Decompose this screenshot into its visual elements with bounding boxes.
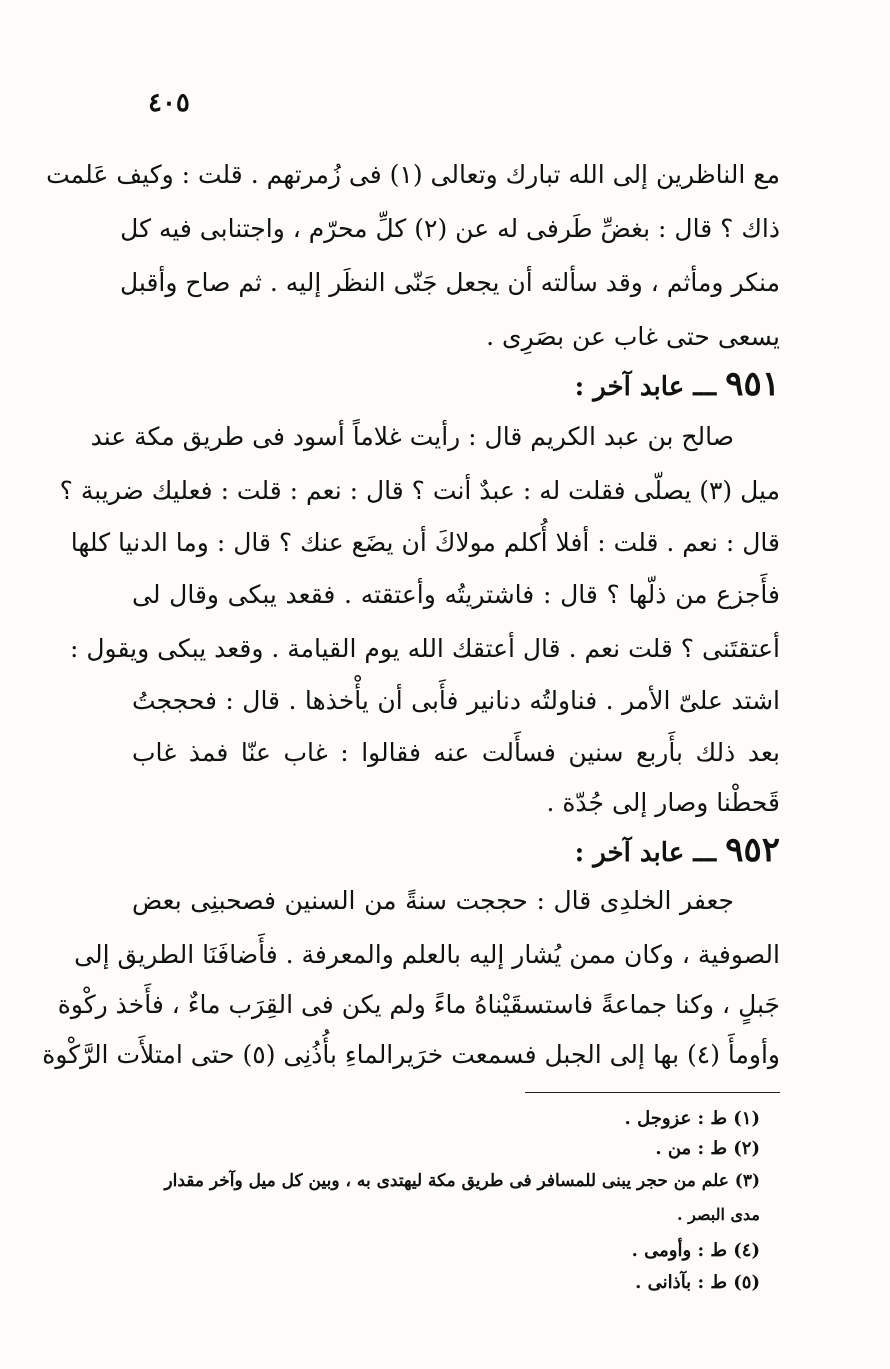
page-number: ٤٠٥: [148, 88, 190, 118]
footnote: (٥) ط : بآذانى .: [635, 1272, 760, 1293]
text-line: مع الناظرين إلى الله تبارك وتعالى (١) فى زُمرتهم . قلت : وكيف عَلمت: [46, 160, 780, 189]
section-title: ـــ عابد آخر :: [574, 838, 717, 868]
footnote-separator: [525, 1092, 780, 1093]
section-heading-951: [575, 364, 780, 404]
text-line: ذاك ؟ قال : بغضِّ طَرفى له عن (٢) كلِّ محرّم ، واجتنابى فيه كل: [120, 214, 780, 243]
text-line: قَحطْنا وصار إلى جُدّة .: [546, 788, 780, 817]
text-line: ميل (٣) يصلّى فقلت له : عبدٌ أنت ؟ قال : نعم : قلت : فعليك ضريبة ؟: [59, 476, 780, 505]
text-line: اشتد علىّ الأمر . فناولتُه دنانير فأَبى أن يأْخذها . قال : فحججتُ: [132, 686, 780, 715]
text-line: منكر ومأثم ، وقد سألته أن يجعل جَنّى النظَر إليه . ثم صاح وأقبل: [120, 268, 780, 297]
footnote: (٤) ط : وأومى .: [631, 1240, 760, 1261]
text-line: جعفر الخلدِى قال : حججت سنةً من السنين فصحبنِى بعض: [132, 886, 734, 915]
text-line: فأَجزع من ذلّها ؟ قال : فاشتريتُه وأعتقته . فقعد يبكى وقال لى: [132, 580, 780, 609]
footnote: (١) ط : عزوجل .: [624, 1108, 760, 1129]
text-line: أعتقتَنى ؟ قلت نعم . قال أعتقك الله يوم القيامة . وقعد يبكى ويقول :: [70, 634, 780, 663]
footnote-continuation: مدى البصر .: [676, 1205, 760, 1224]
section-heading-952: [575, 830, 780, 870]
footnote: (٢) ط : من .: [655, 1138, 760, 1159]
text-line: الصوفية ، وكان ممن يُشار إليه بالعلم والمعرفة . فأَضافَنَا الطريق إلى: [74, 940, 780, 969]
text-line: وأومأَ (٤) بها إلى الجبل فسمعت خرَيرالماءِ بأُذُنِى (٥) حتى امتلأَت الرَّكْوة: [42, 1040, 780, 1069]
footnote: (٣) علم من حجر يبنى للمسافر فى طريق مكة ليهتدى به ، وبين كل ميل وآخر مقدار: [164, 1171, 760, 1191]
text-line: بعد ذلك بأَربع سنين فسأَلت عنه فقالوا : غاب عنّا فمذ غاب: [132, 738, 780, 767]
section-title: ـــ عابد آخر :: [574, 372, 717, 402]
text-line: يسعى حتى غاب عن بصَرِى .: [486, 322, 780, 351]
section-number: ٩٥٢: [725, 830, 780, 870]
section-number: ٩٥١: [725, 364, 780, 404]
text-line: صالح بن عبد الكريم قال : رأيت غلاماً أسود فى طريق مكة عند: [90, 422, 734, 451]
text-line: قال : نعم . قلت : أفلا أُكلم مولاكَ أن يضَع عنك ؟ قال : وما الدنيا كلها: [70, 528, 780, 557]
text-line: جَبلٍ ، وكنا جماعةً فاستسقَيْناهُ ماءً ولم يكن فى القِرَب ماءٌ ، فأَخذ ركْوة: [57, 990, 780, 1019]
